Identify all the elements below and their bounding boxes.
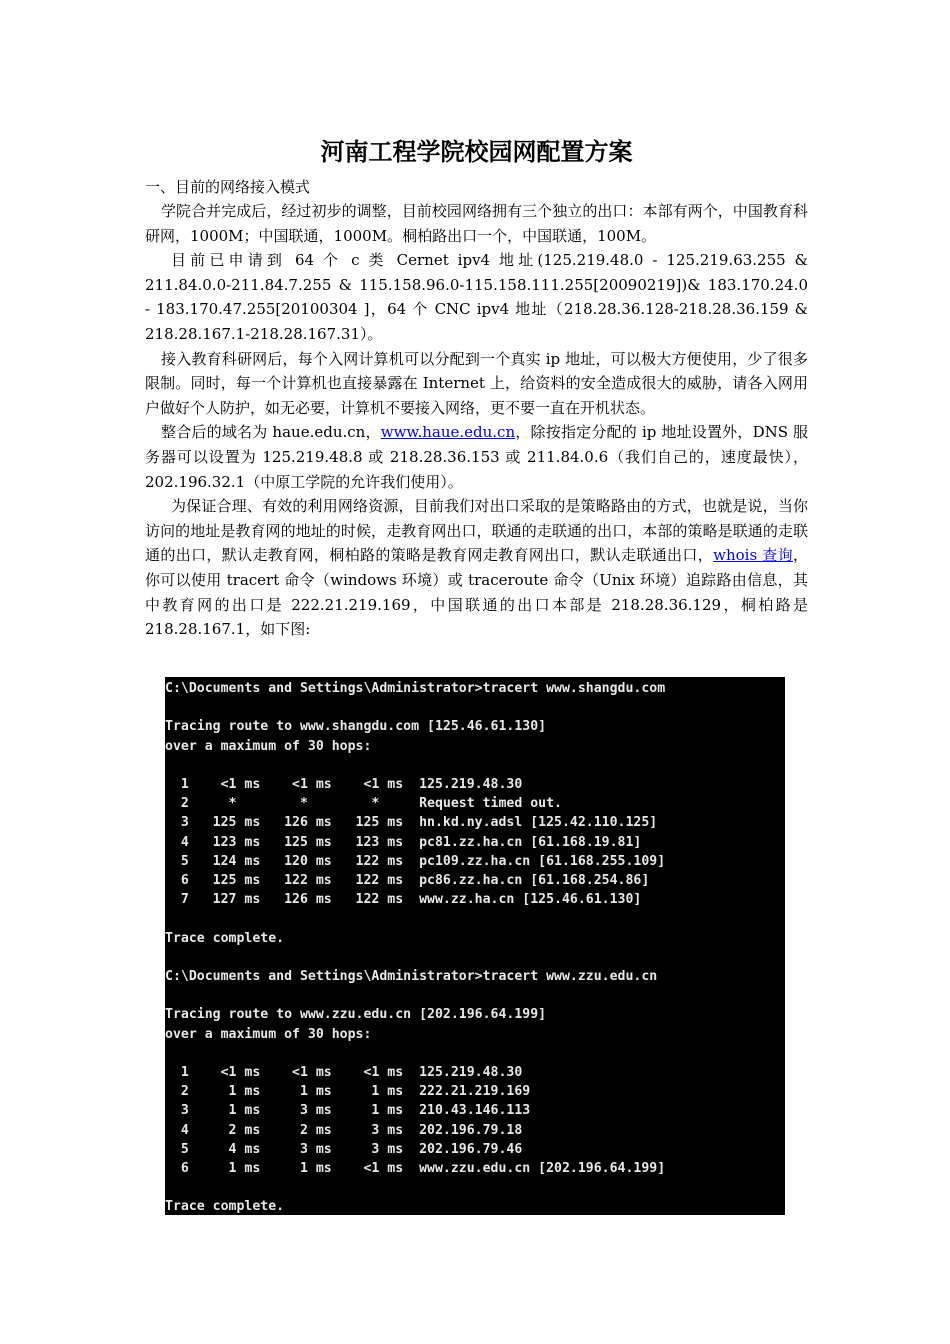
terminal-line: 1 <1 ms <1 ms <1 ms 125.219.48.30 xyxy=(165,1065,523,1081)
section-heading: 一、目前的网络接入模式 xyxy=(145,178,311,196)
terminal-line: C:\Documents and Settings\Administrator>tracert www.shangdu.com xyxy=(165,681,666,696)
terminal-line: 7 127 ms 126 ms 122 ms www.zz.ha.cn [125.46.61.130] xyxy=(165,892,642,908)
document-body xyxy=(145,133,808,642)
website-link[interactable]: www.haue.edu.cn xyxy=(380,423,516,442)
tracert-screenshot xyxy=(165,677,785,1215)
terminal-line: Trace complete. xyxy=(165,930,285,946)
terminal-line: 5 124 ms 120 ms 122 ms pc109.zz.ha.cn [61.168.255.109] xyxy=(165,853,666,869)
terminal-line: C:\Documents and Settings\Administrator>tracert www.zzu.edu.cn xyxy=(165,969,658,985)
terminal-line: 6 1 ms 1 ms <1 ms www.zzu.edu.cn [202.196.64.199] xyxy=(165,1161,666,1177)
terminal-line: 4 123 ms 125 ms 123 ms pc81.zz.ha.cn [61.168.19.81] xyxy=(165,834,642,850)
terminal-output xyxy=(165,677,785,1215)
terminal-line: 2 1 ms 1 ms 1 ms 222.21.219.169 xyxy=(165,1084,531,1100)
terminal-line: 3 125 ms 126 ms 125 ms hn.kd.ny.adsl [125.42.110.125] xyxy=(165,815,658,831)
terminal-line: Tracing route to www.shangdu.com [125.46.61.130] xyxy=(165,719,547,735)
terminal-line: 5 4 ms 3 ms 3 ms 202.196.79.46 xyxy=(165,1141,523,1157)
terminal-line: 2 * * * Request timed out. xyxy=(165,796,562,812)
document-title: 河南工程学院校园网配置方案 xyxy=(320,137,633,166)
paragraph-domain xyxy=(145,420,808,494)
terminal-line: over a maximum of 30 hops: xyxy=(165,738,372,754)
paragraph-ip-ranges: 目前已申请到 64 个 c 类 Cernet ipv4 地址(125.219.48.0 - 125.219.63.255 & 211.84.0.0-211.84.7.255 & 115.158.96.0-115.158.111.255[20090219])& 183.170.24.0 - 183.170.47.255[20100304 ]，64 个 CNC ipv4 地址（218.28.36.128-218.28.36.159 & 218.28.167.1-218.28.167.31）。 xyxy=(145,251,808,343)
paragraph-security: 接入教育科研网后，每个入网计算机可以分配到一个真实 ip 地址，可以极大方便使用，少了很多限制。同时，每一个计算机也直接暴露在 Internet 上，给资料的安全造成很大的威胁，请各入网用户做好个人防护，如无必要，计算机不要接入网络，更不要一直在开机状态。 xyxy=(145,349,808,417)
terminal-line: over a maximum of 30 hops: xyxy=(165,1026,372,1042)
terminal-line: Trace complete. xyxy=(165,1199,285,1215)
routing-text-after: ，你可以使用 tracert 命令（windows 环境）或 traceroute 命令（Unix 环境）追踪路由信息，其中教育网的出口是 222.21.219.169，中国联通的出口本部是 218.28.36.129，桐柏路是 218.28.167.1，如下图: xyxy=(145,546,808,639)
domain-text-before: 整合后的域名为 haue.edu.cn， xyxy=(161,423,381,442)
paragraph-routing xyxy=(145,494,808,642)
terminal-line: 3 1 ms 3 ms 1 ms 210.43.146.113 xyxy=(165,1103,531,1119)
terminal-line: 4 2 ms 2 ms 3 ms 202.196.79.18 xyxy=(165,1122,523,1138)
paragraph-exits: 学院合并完成后，经过初步的调整，目前校园网络拥有三个独立的出口：本部有两个，中国教育科研网，1000M；中国联通，1000M。桐柏路出口一个，中国联通，100M。 xyxy=(145,202,808,245)
routing-text-before: 为保证合理、有效的利用网络资源，目前我们对出口采取的是策略路由的方式，也就是说，当你访问的地址是教育网的地址的时候，走教育网出口，联通的走联通的出口，本部的策略是联通的走联通的出口，默认走教育网，桐柏路的策略是教育网走教育网出口，默认走联通出口， xyxy=(145,497,808,565)
domain-text-after: ，除按指定分配的 ip 地址设置外，DNS 服务器可以设置为 125.219.48.8 或 218.28.36.153 或 211.84.0.6（我们自己的，速度最快），202.196.32.1（中原工学院的允许我们使用）。 xyxy=(145,423,808,491)
terminal-line: Tracing route to www.zzu.edu.cn [202.196.64.199] xyxy=(165,1007,547,1023)
terminal-line: 1 <1 ms <1 ms <1 ms 125.219.48.30 xyxy=(165,777,523,793)
whois-link[interactable]: whois 查询 xyxy=(713,546,793,565)
terminal-line: 6 125 ms 122 ms 122 ms pc86.zz.ha.cn [61.168.254.86] xyxy=(165,873,650,889)
